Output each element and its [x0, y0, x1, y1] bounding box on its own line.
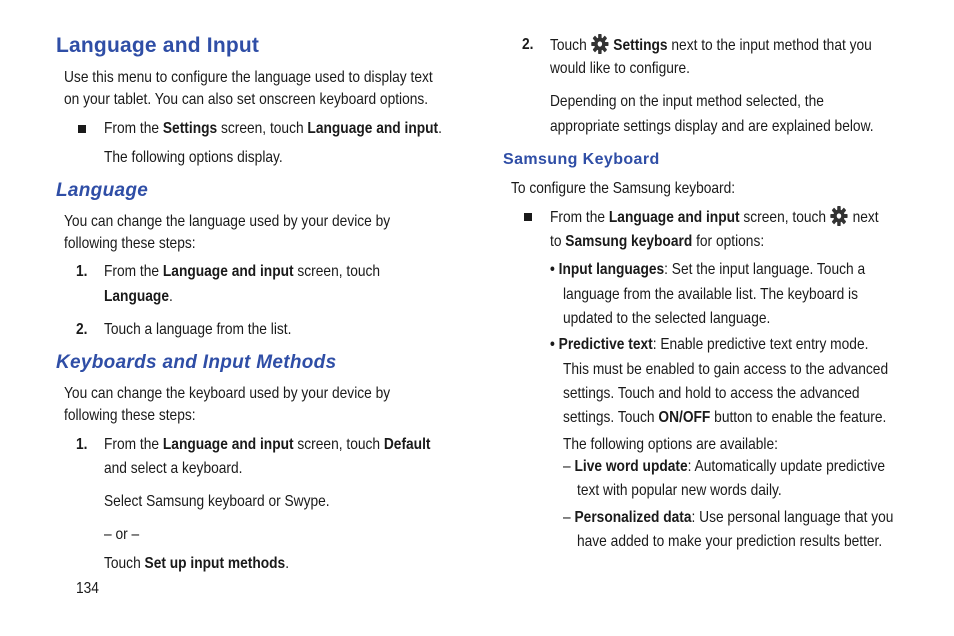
predictive-text-line-4: settings. Touch ON/OFF button to enable the feature.: [563, 409, 887, 426]
predictive-text-line-3: settings. Touch and hold to access the advanced: [563, 385, 860, 402]
samsung-bullet-line-2: to Samsung keyboard for options:: [550, 233, 765, 250]
settings-gear-icon: [591, 33, 610, 55]
language-desc-2: following these steps:: [64, 235, 196, 252]
keyboards-desc-2: following these steps:: [64, 407, 196, 424]
page-title: Language and Input: [56, 34, 260, 57]
step-2-line-2: would like to configure.: [550, 60, 690, 77]
depending-line-2: appropriate settings display and are explained below.: [550, 118, 874, 135]
step-2-number: 2.: [522, 36, 534, 53]
keyboards-step-1-number: 1.: [76, 436, 88, 453]
language-step-1-line-2: Language.: [104, 288, 173, 305]
options-available-text: The following options are available:: [563, 436, 778, 453]
intro-line-1: Use this menu to configure the language used to display text: [64, 69, 433, 86]
select-keyboard-text: Select Samsung keyboard or Swype.: [104, 493, 330, 510]
keyboards-heading: Keyboards and Input Methods: [56, 352, 337, 373]
configure-samsung-text: To configure the Samsung keyboard:: [511, 180, 736, 197]
language-step-2: Touch a language from the list.: [104, 321, 292, 338]
options-display-text: The following options display.: [104, 149, 283, 166]
personalized-data-item: – Personalized data: Use personal language that you: [563, 509, 894, 526]
language-step-1: From the Language and input screen, touch: [104, 263, 381, 280]
personalized-data-line-2: have added to make your prediction results better.: [577, 533, 883, 550]
input-languages-item: • Input languages: Set the input language. Touch a: [550, 261, 866, 278]
keyboards-step-1: From the Language and input screen, touch Default: [104, 436, 431, 453]
bullet-square: [524, 213, 532, 221]
live-word-update-item: – Live word update: Automatically update predictive: [563, 458, 885, 475]
step-2-touch-settings: Touch Settings next to the input method that you: [550, 33, 872, 58]
predictive-text-line-2: This must be enabled to gain access to the advanced: [563, 361, 889, 378]
keyboards-step-1-line-2: and select a keyboard.: [104, 460, 243, 477]
input-languages-line-2: language from the available list. The keyboard is: [563, 286, 858, 303]
language-heading: Language: [56, 180, 149, 201]
language-step-1-number: 1.: [76, 263, 88, 280]
samsung-keyboard-heading: Samsung Keyboard: [503, 151, 660, 168]
touch-setup-input-methods: Touch Set up input methods.: [104, 555, 290, 572]
depending-line-1: Depending on the input method selected, the: [550, 93, 824, 110]
intro-line-2: on your tablet. You can also set onscreen keyboard options.: [64, 91, 429, 108]
keyboards-desc-1: You can change the keyboard used by your device by: [64, 385, 391, 402]
input-languages-line-3: updated to the selected language.: [563, 310, 771, 327]
bullet-square: [78, 125, 86, 133]
predictive-text-item: • Predictive text: Enable predictive text entry mode.: [550, 336, 869, 353]
settings-gear-icon: [830, 205, 849, 227]
samsung-bullet: From the Language and input screen, touch next: [550, 205, 879, 230]
page-number: 134: [76, 580, 99, 597]
language-desc-1: You can change the language used by your device by: [64, 213, 391, 230]
bullet-open-settings: From the Settings screen, touch Language and input.: [104, 120, 442, 137]
language-step-2-number: 2.: [76, 321, 88, 338]
live-word-update-line-2: text with popular new words daily.: [577, 482, 782, 499]
or-separator: – or –: [104, 526, 140, 543]
